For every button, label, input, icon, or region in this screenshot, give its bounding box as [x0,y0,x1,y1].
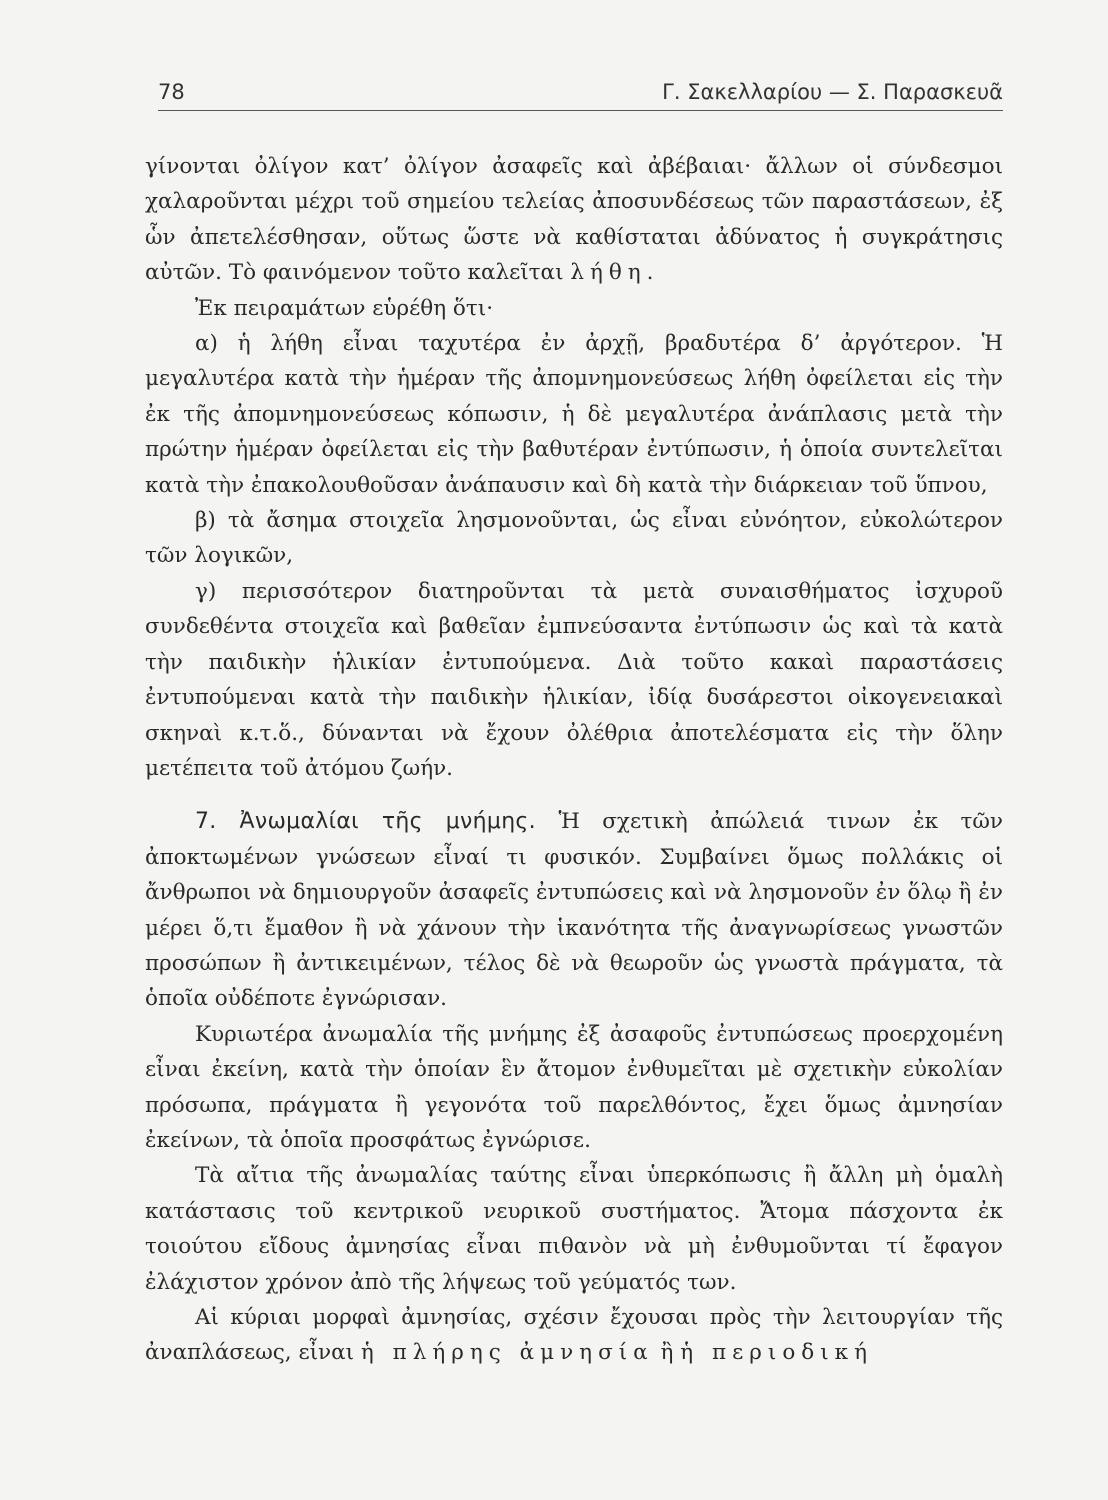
paragraph [145,1300,1003,1371]
list-item: β) τὰ ἄσημα στοιχεῖα λησμονοῦνται, ὡς εἶναι εὐνόητον, εὐκολώτερον τῶν λογικῶν, [145,508,1003,569]
emphasized-term: ἡ πλήρης ἀμνησία [360,1340,654,1366]
paragraph: Ἐκ πειραμάτων εὑρέθη ὅτι· [195,295,494,321]
paragraph [145,804,1003,1016]
conjunction: ἢ [660,1340,674,1366]
paragraph: Τὰ αἴτια τῆς ἀνωμαλίας ταύτης εἶναι ὑπερκόπωσις ἢ ἄλλη μὴ ὁμαλὴ κατάστασις τοῦ κεντρικοῦ νευρικοῦ συστήματος. Ἄτομα πάσχοντα ἐκ τοιούτου εἴδους ἀμνησίας εἶναι πιθανὸν νὰ μὴ ἐνθυμοῦνται τί ἔφαγον ἐλάχιστον χρόνον ἀπὸ τῆς λήψεως τοῦ γεύματός των. [145,1163,1003,1295]
paragraph-text: Ἡ σχετικὴ ἀπώλειά τινων ἐκ τῶν ἀποκτωμένων γνώσεων εἶναί τι φυσικόν. Συμβαίνει ὅμως πολλάκις οἱ ἄνθρωποι νὰ δημιουργοῦν ἀσαφεῖς ἐντυπώσεις καὶ νὰ λησμονοῦν ἐν ὅλῳ ἢ ἐν μέρει ὅ,τι ἔμαθον ἢ νὰ χάνουν τὴν ἱκανότητα τῆς ἀναγνωρίσεως γνωστῶν προσώπων ἢ ἀντικειμένων, τέλος δὲ νὰ θεωροῦν ὡς γνωστὰ πράγματα, τὰ ὁποῖα οὐδέποτε ἐγνώρισαν. [145,809,1003,1012]
page-number: 78 [158,80,185,104]
emphasized-term: λήθη. [570,260,660,286]
paragraph-text: γίνονται ὀλίγον κατ’ ὀλίγον ἀσαφεῖς καὶ ἀβέβαιαι· ἄλλων οἱ σύνδεσμοι χαλαροῦνται μέχρι τοῦ σημείου τελείας ἀποσυνδέσεως τῶν παραστάσεων, ἐξ ὧν ἀπετελέσθησαν, οὕτως ὥστε νὰ καθίσταται ἀδύνατος ἡ συγκράτησις αὐτῶν. Τὸ φαινόμενον τοῦτο καλεῖται [145,154,1003,286]
paragraph-text: Αἱ κύριαι μορφαὶ ἀμνησίας, σχέσιν ἔχουσαι πρὸς τὴν λειτουργίαν τῆς ἀναπλάσεως, εἶναι [145,1305,1003,1366]
paragraph: Κυριωτέρα ἀνωμαλία τῆς μνήμης ἐξ ἀσαφοῦς ἐντυπώσεως προερχομένη εἶναι ἐκείνη, κατὰ τὴν ὁποίαν ἓν ἄτομον ἐνθυμεῖται μὲ σχετικὴν εὐκολίαν πρόσωπα, πράγματα ἢ γεγονότα τοῦ παρελθόντος, ἔχει ὅμως ἀμνησίαν ἐκείνων, τὰ ὁποῖα προσφάτως ἐγνώρισε. [145,1021,1003,1153]
running-header [158,80,1003,111]
spacer [145,786,1003,804]
list-item: α) ἡ λήθη εἶναι ταχυτέρα ἐν ἀρχῇ, βραδυτέρα δ’ ἀργότερον. Ἡ μεγαλυτέρα κατὰ τὴν ἡμέραν τῆς ἀπομνημονεύσεως λήθη ὀφείλεται εἰς τὴν ἐκ τῆς ἀπομνημονεύσεως κόπωσιν, ἡ δὲ μεγαλυτέρα ἀνάπλασις μετὰ τὴν πρώτην ἡμέραν ὀφείλεται εἰς τὴν βαθυτέραν ἐντύπωσιν, ἡ ὁποία συντελεῖται κατὰ τὴν ἐπακολουθοῦσαν ἀνάπαυσιν καὶ δὴ κατὰ τὴν διάρκειαν τοῦ ὕπνου, [145,331,1003,498]
running-title: Γ. Σακελλαρίου — Σ. Παρασκευᾶ [662,80,1003,104]
section-title: 7. Ἀνωμαλίαι τῆς μνήμης. [195,809,536,835]
emphasized-term: ἡ περιοδική [680,1340,873,1366]
body-text [145,149,1003,1371]
list-item: γ) περισσότερον διατηροῦνται τὰ μετὰ συναισθήματος ἰσχυροῦ συνδεθέντα στοιχεῖα καὶ βαθεῖαν ἐμπνεύσαντα ἐντύπωσιν ὡς καὶ τὰ κατὰ τὴν παιδικὴν ἡλικίαν ἐντυπούμενα. Διὰ τοῦτο κακαὶ παραστάσεις ἐντυπούμεναι κατὰ τὴν παιδικὴν ἡλικίαν, ἰδίᾳ δυσάρεστοι οἰκογενειακαὶ σκηναὶ κ.τ.ὅ., δύνανται νὰ ἔχουν ὀλέθρια ἀποτελέσματα εἰς τὴν ὅλην μετέπειτα τοῦ ἀτόμου ζωήν. [145,578,1003,781]
paragraph [145,149,1003,291]
